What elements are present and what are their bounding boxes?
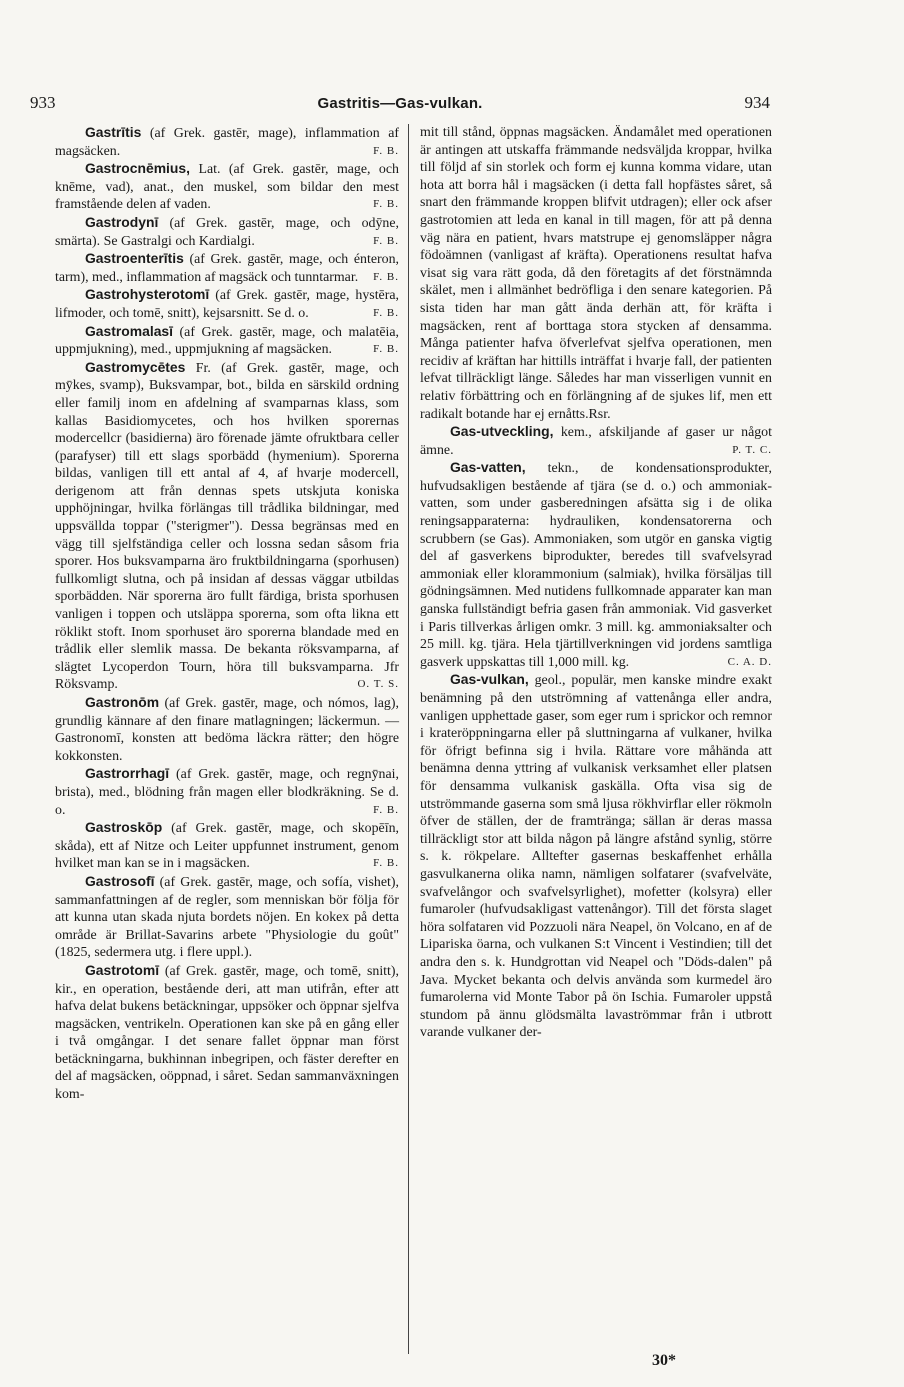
entry-text: (af Grek. gastēr, mage, och sofía, vishet), sammanfattningen af de regler, som menniskan bör följa för att kunna utan skada njuta bordets nöjen. En kokex på detta område är Brillat-Savarins arbete "Physiologie du goût" (1825, sedermera utg. i flere uppl.).: [55, 874, 399, 961]
author-signature: F. B.: [373, 270, 399, 283]
headword: Gastrorrhagī: [85, 765, 170, 782]
running-header: [30, 88, 770, 118]
author-signature: F. B.: [373, 198, 399, 211]
signature-mark: 30*: [652, 1352, 676, 1369]
page-number-left: 933: [30, 93, 56, 112]
headword: Gastrosofī: [85, 872, 155, 889]
author-signature: P. T. C.: [732, 443, 772, 456]
author-signature: C. A. D.: [727, 655, 772, 668]
entry: [55, 160, 399, 214]
headword: Gastroskōp: [85, 819, 163, 836]
author-signature: F. B.: [373, 803, 399, 816]
entry-text: (af Grek. gastēr, mage, och regnȳnai, brista), med., blödning från magen eller blodkräkning. Se d. o.: [55, 767, 399, 818]
entry-text: (af Grek. gastēr, mage, hystēra, lifmoder, och tomē, snitt), kejsarsnitt. Se d. o.: [55, 288, 399, 321]
entry: [55, 323, 399, 359]
entry: [420, 671, 772, 1041]
entry: [55, 873, 399, 962]
headword: Gastroenterītis: [85, 250, 184, 267]
entry: [55, 250, 399, 286]
entry: [55, 286, 399, 322]
right-column: [420, 124, 772, 1042]
author-signature: Rsr.: [588, 406, 611, 422]
author-signature: F. B.: [373, 343, 399, 356]
entry-text: Lat. (af Grek. gastēr, mage, och knēme, vad), anat., den muskel, som bildar den mest framstående delen af vaden.: [55, 162, 399, 213]
author-signature: F. B.: [373, 857, 399, 870]
headword: Gas-vulkan,: [450, 671, 529, 688]
entry-text: (af Grek. gastēr, mage, och énteron, tarm), med., inflammation af magsäck och tunntarmar.: [55, 252, 399, 285]
headword: Gas-vatten,: [450, 459, 526, 476]
entry: [55, 765, 399, 819]
entry-text: (af Grek. gastēr, mage, och nómos, lag), grundlig kännare af den finare matlagningen; läckermun. — Gastronomī, konsten att bedöma läckra rätter; den högre kokkonsten.: [55, 696, 399, 764]
left-column: [55, 124, 399, 1104]
entry: [55, 214, 399, 250]
entry: [420, 423, 772, 459]
entry: [55, 359, 399, 694]
author-signature: F. B.: [373, 234, 399, 247]
entry-text: mit till stånd, öppnas magsäcken. Ändamålet med operationen är antingen att utskaffa främmande nedsväljda kroppar, hvilka till följd af sin storlek och form ej kunna komma vidare, utan hota att borra hål i magsäcken (i detta fall hopfästes såret, så snart den främmande kroppen blifvit utdragen); eller ock afser gastrotomien att leda en kanal in till magen, för att på denna väg nära en patient, hvars matstrupe ej genomsläpper några födoämnen (vanligast af kräfta). Operationens resultat hafva visat sig vara rätt goda, då den företagits af det förstnämnda skälet, men i allmänhet bedröfliga i den senare kategorien. På sista tiden har man gått ända derhän att, för kräfta i magsäcken, rent af borttaga stora stycken af densamma. Många patienter hafva öfverlefvat sjelfva operationen, men recidiv af kräftan har hittills inträffat i hvarje fall, der patienten lefvat tillräckligt länge. Således har man visserligen vunnit en relativ förbättring och en förlängning af de sjukes lif, men ett radikalt botande har ej ernåtts.: [420, 125, 772, 422]
entry: [55, 694, 399, 765]
entry-text: (af Grek. gastēr, mage, och malatēia, uppmjukning), med., uppmjukning af magsäcken.: [55, 324, 399, 358]
headword: Gas-utveckling,: [450, 423, 554, 440]
entry-text: Fr. (af Grek. gastēr, mage, och mȳkes, svamp), Buksvampar, bot., bilda en särskild ordning eller familj inom en afdelning af svamparnas klass, som kallas Basidiomycetes, och hos hvilken sporernas modercellcr (basidierna) äro förenade jämte ofruktbara celler (parafyser) till ett slags sporbädd (hymenium). Sporerna bildas, vanligen till ett antal af 4, af hvarje modercell, derigenom att från dennas spets utskjuta koniska upphöjningar, hvilka förlängas till trådlika bildningar, med uppsvällda toppar ("sterigmer"). Dessa begränsas med en vägg till sjelfständiga celler och lossna sedan såsom fria sporer. Hos buksvamparna äro fruktbildningarna (sporhusen) fullkomligt slutna, och på insidan af dessas väggar utbildas sporbädden. När sporerna äro fullt färdiga, brista sporhusen vanligen i toppen och utsläppa sporerna, som ofta likna ett röklikt stoft. Inom sporhuset äro sporerna blandade med en trådlik eller slemlik massa. De bekanta röksvamparna, af slägtet Lycoperdon Tourn, höra till buksvamparna. Jfr Röksvamp.: [55, 360, 399, 693]
headword: Gastromycētes: [85, 358, 186, 375]
entry-text: tekn., de kondensationsprodukter, hufvudsakligen bestående af tjära (se d. o.) och ammoniak-vatten, som under gasberedningen afsätta sig i de olika reningsapparaterna: hydrauliken, kondensatorerna och scrubbern (se Gas). Ammoniaken, som utgör en ganska vigtig del af gasverkens biprodukter, beredes till svafvelsyrad ammoniak eller klorammonium (salmiak), hvilka försäljas till gödningsämnen. Med nutidens fullkomnade apparater kan man ganska fullständigt befria gasen från ammoniak. Vid gasverket i Paris tillverkas årligen omkr. 3 mill. kg. ammoniaksalter och 25 mill. kg. tjära. Hela tjärtillverkningen vid jordens samtliga gasverk uppskattas till 1,000 mill. kg.: [420, 461, 772, 670]
headword: Gastromalasī: [85, 322, 174, 339]
entry-text: (af Grek. gastēr, mage), inflammation af magsäcken.: [55, 126, 399, 159]
entry: [420, 459, 772, 671]
headword: Gastrohysterotomī: [85, 286, 210, 303]
entry: [55, 962, 399, 1104]
entry: [55, 124, 399, 160]
entry-text: (af Grek. gastēr, mage, och odӯne, smärta). Se Gastralgi och Kardialgi.: [55, 215, 399, 249]
entry-text: (af Grek. gastēr, mage, och skopēīn, skåda), ett af Nitze och Leiter uppfunnet instrument, genom hvilket man kan se in i magsäcken.: [55, 821, 399, 872]
entry-text: geol., populär, men kanske mindre exakt benämning på den utströmning af vattenånga eller andra, vanligen upphettade gaser, som eger rum i sprickor och remnor i krateröppningarna eller på sluttningarna af vulkaner, hvilka för öfrigt befinna sig i hvila. Rättare vore måhända att benämna denna yttring af vulkanisk verksamhet eller platsen för densamma vulkanisk gaskälla. Ofta visa sig de utströmmande gaserna som små ljusa rökhvirflar eller rökmoln öfver de ställen, der de framtränga; sällan är deras massa tillräckligt stor att bilda någon på längre afstånd synlig, större s. k. rökpelare. Alltefter gasernas beskaffenhet erhålla gasvulkanerna olika namn, nämligen solfatarer (svafvelväte, svafvelångor och svafvelsyrlighet), mofetter (kolsyra) eller fumaroler (hufvudsakligast vattenångor). Till det första slaget höra solfataren vid Pozzuoli nära Neapel, ön Volcano, en af de Lipariska öarna, och vulkanen S:t Vincent i Vestindien; till det andra den s. k. Hundgrottan vid Neapel och "Döds-dalen" på Java. Mycket bekanta och delvis använda som kurmedel äro fumarolerna vid Monte Tabor på ön Ischia. Fumaroler uppstå stundom på ännu glödsmälta lavaströmmar från i utbrott varande vulkaner der-: [420, 673, 772, 1041]
author-signature: F. B.: [373, 306, 399, 319]
entry: [55, 819, 399, 873]
author-signature: O. T. S.: [357, 678, 399, 691]
headword: Gastrocnēmius,: [85, 160, 190, 177]
headword: Gastrodynī: [85, 213, 159, 230]
headword: Gastronōm: [85, 694, 160, 710]
headword: Gastrotomī: [85, 961, 160, 978]
page-number-right: 934: [744, 93, 770, 112]
continued-text: [420, 124, 772, 423]
column-divider: [408, 124, 409, 1354]
entry-text: (af Grek. gastēr, mage, och tomē, snitt), kir., en operation, bestående deri, att man utifrån, efter att hafva delat bukens betäckningar, uppsöker och öppnar sjelfva magsäcken, ventrikeln. Operationen kan ske på en gång eller i två omgångar. I det senare fallet öppnar man först betäckningarna, bukhinnan inbegripen, och fäster derefter en del af magsäcken, oöppnad, i såret. Sedan sammanväxningen kom-: [55, 963, 399, 1103]
author-signature: F. B.: [373, 144, 399, 157]
running-title: Gastritis—Gas-vulkan.: [317, 94, 483, 112]
entry-text: kem., afskiljande af gaser ur något ämne.: [420, 425, 772, 458]
headword: Gastrītis: [85, 124, 142, 140]
